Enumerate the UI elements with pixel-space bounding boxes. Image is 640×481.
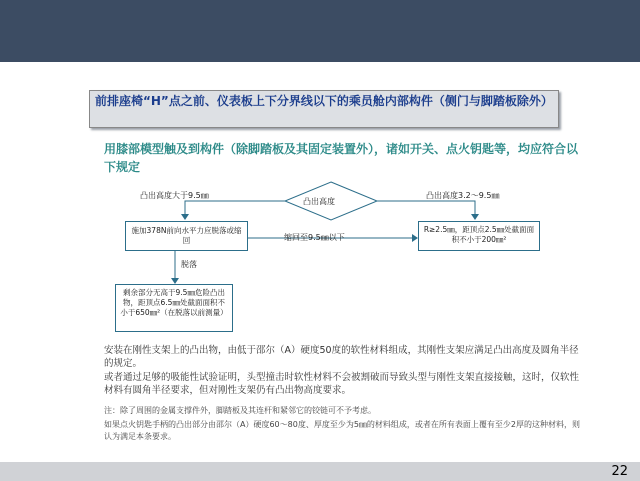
- drop-label: 脱落: [181, 260, 197, 269]
- paragraph-1: 安装在刚性支架上的凸出物，由低于邵尔（A）硬度50度的软性材料组成，其刚性支架应满足凸出高度及圆角半径的规定。: [104, 345, 579, 369]
- right-box: R≥2.5㎜，距顶点2.5㎜处截面面积不小于200㎜²: [418, 221, 540, 251]
- slide-title: 前排座椅“H”点之前、仪表板上下分界线以下的乘员舱内部构件（侧门与脚踏板除外）: [95, 94, 553, 108]
- connector-right: [377, 201, 475, 218]
- note-2: 如果点火钥匙手柄的凸出部分由邵尔（A）硬度60～80度、厚度至少为5㎜的材料组成，或者在所有表面上覆有至少2厚的这种材料，则认为满足本条要求。: [104, 420, 581, 441]
- note-1: 注：除了周围的金属支撑件外，脚踏板及其连杆和紧邻它的铰链可不予考虑。: [104, 406, 376, 415]
- left-condition-label: 凸出高度大于9.5㎜: [140, 191, 209, 200]
- diamond-label: 凸出高度: [303, 197, 335, 206]
- arrow-right-down: [471, 214, 479, 220]
- connector-left: [185, 201, 285, 218]
- paragraph-2: 或者通过足够的吸能性试验证明，头型撞击时软性材料不会被割破而导致头型与刚性支架直接接触，这时，仅软性材料有圆角半径要求，但对刚性支架仍有凸出物高度要求。: [104, 372, 580, 396]
- left-box: 施加378N前向水平力应脱落或缩回: [125, 221, 248, 251]
- footer-bar: [0, 462, 640, 481]
- right-condition-label: 凸出高度3.2～9.5㎜: [426, 191, 500, 200]
- arrow-left-down: [181, 214, 189, 220]
- page-number: 22: [611, 464, 628, 479]
- slide-subtitle: 用膝部模型触及到构件（除脚踏板及其固定装置外），诸如开关、点火钥匙等，均应符合以下规定: [104, 142, 579, 174]
- bottom-box: 剩余部分无高于9.5㎜危险凸出物，距顶点6.5㎜处截面面积不小于650㎜²（在脱落以前测量）: [115, 284, 233, 332]
- middle-condition-label: 缩回至9.5㎜以下: [284, 233, 345, 242]
